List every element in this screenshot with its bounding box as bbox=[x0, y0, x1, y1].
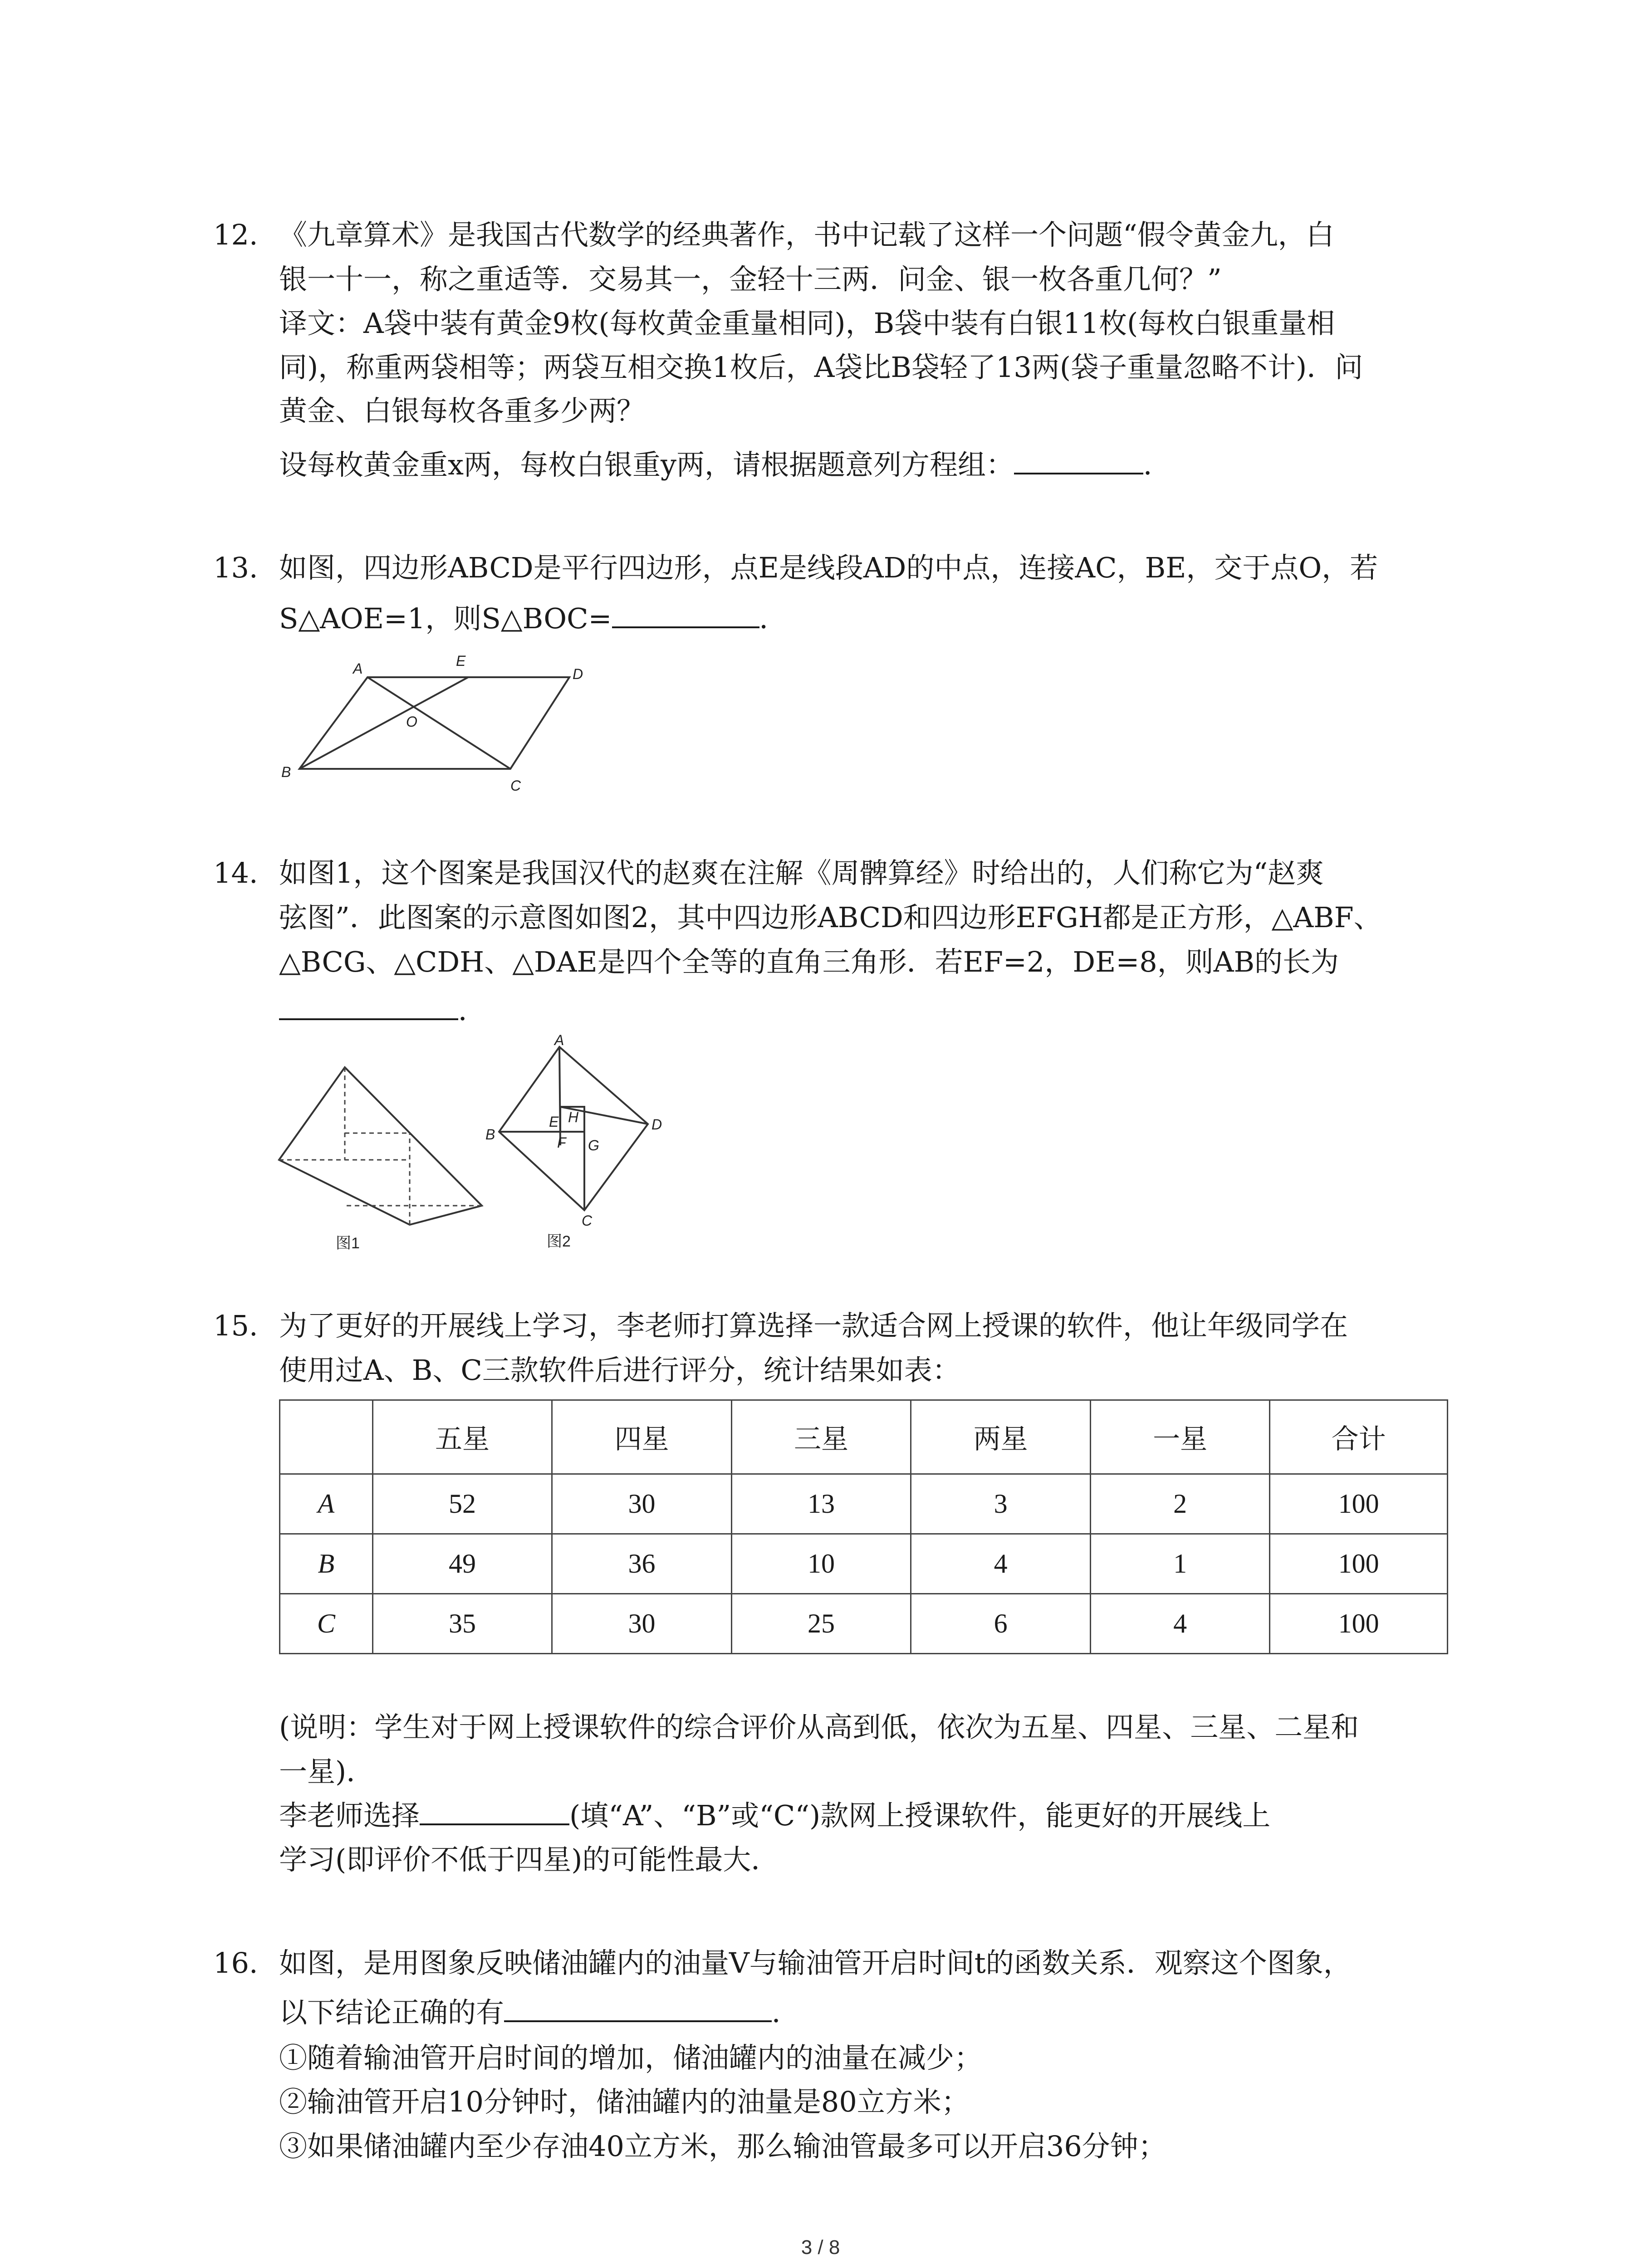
label-a: A bbox=[554, 1032, 564, 1048]
label-h: H bbox=[568, 1109, 579, 1125]
table-cell: 13 bbox=[731, 1474, 911, 1534]
table-cell: 1 bbox=[1090, 1534, 1270, 1593]
zhao-shuang-figure-2 bbox=[485, 1030, 685, 1250]
answer-blank[interactable] bbox=[1014, 447, 1143, 474]
label-c: C bbox=[582, 1212, 593, 1229]
period: ． bbox=[759, 602, 788, 635]
question-number: 16. bbox=[213, 1946, 258, 1980]
zhao-shuang-figure-1 bbox=[272, 1052, 490, 1256]
option-2: ②输油管开启10分钟时，储油罐内的油量是80立方米； bbox=[279, 2085, 970, 2118]
table-cell: 4 bbox=[1090, 1593, 1270, 1653]
parallelogram-abcd bbox=[299, 677, 569, 769]
row-label: B bbox=[280, 1534, 373, 1593]
label-b: B bbox=[281, 764, 291, 780]
table-header: 一星 bbox=[1090, 1400, 1270, 1474]
table-cell: 3 bbox=[911, 1474, 1091, 1534]
prompt-label: 以下结论正确的有 bbox=[279, 1996, 505, 2029]
table-cell: 52 bbox=[372, 1474, 552, 1534]
period: ． bbox=[772, 1996, 800, 2029]
translation-text: 译文：A袋中装有黄金9枚(每枚黄金重量相同)，B袋中装有白银11枚(每枚白银重量相 bbox=[279, 307, 1335, 340]
inner-dashed-lines bbox=[279, 1067, 482, 1225]
label-f: F bbox=[557, 1134, 566, 1151]
question-number: 15. bbox=[213, 1309, 258, 1342]
translation-text: 同)，称重两袋相等；两袋互相交换1枚后，A袋比B袋轻了13两(袋子重量忽略不计)．问 bbox=[279, 351, 1363, 384]
table-header: 四星 bbox=[552, 1400, 732, 1474]
table-cell: 100 bbox=[1270, 1593, 1448, 1653]
question-number: 13. bbox=[213, 551, 258, 584]
translation-text: 黄金、白银每枚各重多少两？ bbox=[279, 394, 645, 427]
note-text: 一星)． bbox=[279, 1755, 375, 1788]
question-text: 《九章算术》是我国古代数学的经典著作，书中记载了这样一个问题“假令黄金九，白 bbox=[279, 218, 1334, 251]
table-cell: 36 bbox=[552, 1534, 732, 1593]
outer-square bbox=[279, 1067, 482, 1225]
row-label: C bbox=[280, 1593, 373, 1653]
question-text: 为了更好的开展线上学习，李老师打算选择一款适合网上授课的软件，他让年级同学在 bbox=[279, 1309, 1348, 1342]
table-row bbox=[280, 1534, 1448, 1593]
table-header: 三星 bbox=[731, 1400, 911, 1474]
option-1: ①随着输油管开启时间的增加，储油罐内的油量在减少； bbox=[279, 2041, 983, 2074]
row-label: A bbox=[280, 1474, 373, 1534]
question-text: 如图，是用图象反映储油罐内的油量V与输油管开启时间t的函数关系．观察这个图象， bbox=[279, 1946, 1352, 1980]
figure-caption: 图1 bbox=[336, 1235, 360, 1252]
table-cell: 10 bbox=[731, 1534, 911, 1593]
question-text: 如图1，这个图案是我国汉代的赵爽在注解《周髀算经》时给出的，人们称它为“赵爽 bbox=[279, 856, 1324, 890]
label-d: D bbox=[573, 666, 583, 682]
table-header-row bbox=[280, 1400, 1448, 1474]
table-cell: 49 bbox=[372, 1534, 552, 1593]
diagonal-ac bbox=[367, 677, 510, 769]
prompt-label: S△AOE=1，则S△BOC= bbox=[279, 602, 612, 635]
prompt-label: 李老师选择 bbox=[279, 1799, 420, 1832]
period: ． bbox=[1143, 448, 1172, 481]
label-a: A bbox=[353, 660, 363, 677]
label-e: E bbox=[549, 1114, 559, 1130]
question-text: 银一十一，称之重适等．交易其一，金轻十三两．问金、银一枚各重几何？” bbox=[279, 263, 1222, 296]
question-text: 弦图”．此图案的示意图如图2，其中四边形ABCD和四边形EFGH都是正方形，△ABF、 bbox=[279, 901, 1382, 934]
question-text: △BCG、△CDH、△DAE是四个全等的直角三角形．若EF=2，DE=8，则AB的长为 bbox=[279, 945, 1339, 978]
table-cell: 2 bbox=[1090, 1474, 1270, 1534]
page-number: 3 / 8 bbox=[801, 2236, 840, 2258]
table-header: 两星 bbox=[911, 1400, 1091, 1474]
answer-blank[interactable] bbox=[612, 601, 759, 628]
rating-table bbox=[279, 1399, 1448, 1654]
figure-caption: 图2 bbox=[547, 1233, 571, 1250]
period: ． bbox=[458, 994, 487, 1027]
answer-blank[interactable] bbox=[420, 1798, 569, 1825]
answer-blank[interactable] bbox=[504, 1995, 772, 2022]
question-text: 如图，四边形ABCD是平行四边形，点E是线段AD的中点，连接AC，BE，交于点O，若 bbox=[279, 551, 1378, 584]
note-text: (说明：学生对于网上授课软件的综合评价从高到低，依次为五星、四星、三星、二星和 bbox=[279, 1711, 1359, 1744]
question-number: 12. bbox=[213, 218, 258, 251]
table-cell: 4 bbox=[911, 1534, 1091, 1593]
segment-be bbox=[299, 677, 468, 769]
table-row bbox=[280, 1593, 1448, 1653]
prompt-text bbox=[279, 1798, 1270, 1834]
table-cell: 100 bbox=[1270, 1534, 1448, 1593]
label-d: D bbox=[652, 1116, 662, 1133]
table-cell: 30 bbox=[552, 1593, 732, 1653]
label-b: B bbox=[485, 1126, 495, 1143]
question-text: 使用过A、B、C三款软件后进行评分，统计结果如表： bbox=[279, 1354, 960, 1387]
option-3: ③如果储油罐内至少存油40立方米，那么输油管最多可以开启36分钟； bbox=[279, 2130, 1166, 2163]
table-row bbox=[280, 1474, 1448, 1534]
label-g: G bbox=[588, 1137, 599, 1154]
prompt-text bbox=[279, 992, 486, 1029]
prompt-text bbox=[279, 447, 1171, 483]
prompt-text: 学习(即评价不低于四星)的可能性最大． bbox=[279, 1843, 779, 1876]
prompt-label: 设每枚黄金重x两，每枚白银重y两，请根据题意列方程组： bbox=[279, 448, 1014, 481]
prompt-label: (填“A”、“B”或“C“)款网上授课软件，能更好的开展线上 bbox=[569, 1799, 1271, 1832]
prompt-text bbox=[279, 1994, 800, 2031]
label-c: C bbox=[510, 777, 521, 794]
label-e: E bbox=[456, 653, 466, 669]
square-abcd bbox=[499, 1047, 648, 1210]
table-cell: 6 bbox=[911, 1593, 1091, 1653]
table-header: 合计 bbox=[1270, 1400, 1448, 1474]
prompt-text bbox=[279, 601, 788, 637]
parallelogram-figure bbox=[272, 649, 617, 803]
table-cell: 30 bbox=[552, 1474, 732, 1534]
label-o: O bbox=[406, 714, 417, 730]
answer-blank[interactable] bbox=[279, 993, 458, 1020]
table-cell: 35 bbox=[372, 1593, 552, 1653]
table-header bbox=[280, 1400, 373, 1474]
table-cell: 100 bbox=[1270, 1474, 1448, 1534]
table-cell: 25 bbox=[731, 1593, 911, 1653]
question-number: 14. bbox=[213, 856, 258, 890]
table-header: 五星 bbox=[372, 1400, 552, 1474]
